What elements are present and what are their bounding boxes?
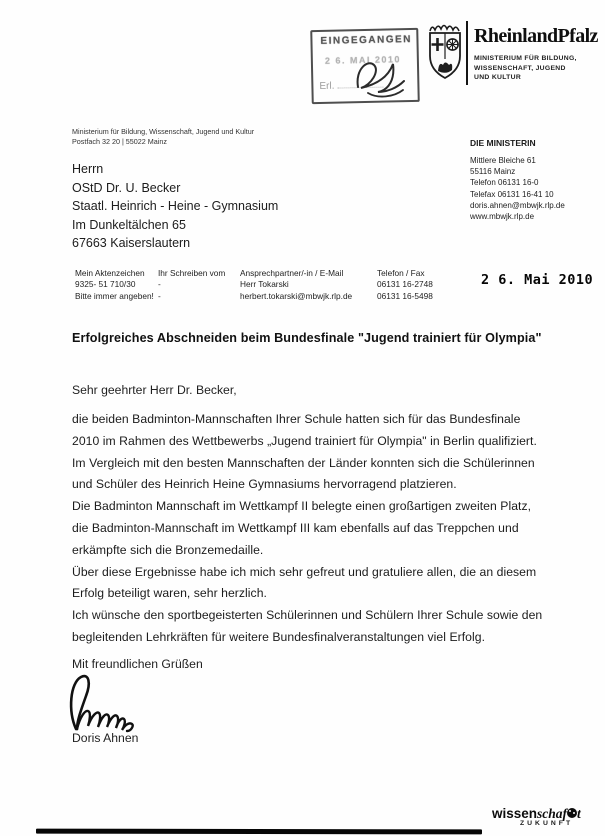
- body-line-4: und Schüler des Heinrich Heine Gymnasiums hervorragend platzieren.: [72, 477, 457, 492]
- body-line-2: 2010 im Rahmen des Wettbewerbs „Jugend trainiert für Olympia" in Berlin qualifiziert.: [72, 433, 537, 448]
- ministry-name-line2: WISSENSCHAFT, JUGEND: [474, 64, 566, 72]
- sender-return-address-line1: Ministerium für Bildung, Wissenschaft, Jugend und Kultur: [72, 127, 255, 136]
- doris-ahnen-signature-icon: [64, 671, 164, 733]
- minister-street: Mittlere Bleiche 61: [470, 156, 536, 165]
- sender-return-address: [72, 127, 254, 146]
- subject-line: Erfolgreiches Abschneiden beim Bundesfinale "Jugend trainiert für Olympia": [72, 331, 542, 345]
- ministry-name-line1: MINISTERIUM FÜR BILDUNG,: [474, 55, 577, 62]
- body-line-3: Im Vergleich mit den besten Mannschaften der Länder konnten sich die Schülerinnen: [72, 455, 535, 470]
- body-line-7: erkämpfte sich die Bronzemedaille.: [72, 542, 264, 557]
- footer-logo-bold-part: wissen: [492, 806, 538, 821]
- rheinland-pfalz-coat-of-arms-icon: [426, 22, 464, 82]
- footer-logo-italic-part: schaf: [537, 806, 568, 821]
- letter-date: 2 6. Mai 2010: [481, 272, 594, 288]
- reference-col-aktenzeichen: [75, 268, 154, 302]
- ministry-name-line3: UND KULTUR: [474, 74, 522, 81]
- body-line-1: die beiden Badminton-Mannschaften Ihrer Schule hatten sich für das Bundesfinale: [72, 412, 521, 426]
- reference-col1-label: Mein Aktenzeichen: [75, 268, 145, 278]
- reference-col4-label: Telefon / Fax: [377, 268, 425, 278]
- minister-title: DIE MINISTERIN: [470, 138, 536, 148]
- footer-logo-circle-icon: [567, 808, 577, 818]
- reference-col2-note: -: [158, 290, 161, 301]
- recipient-line1: Herrn: [72, 162, 104, 176]
- footer-logo-t-part: t: [577, 806, 581, 821]
- body-line-9: Erfolg beteiligt waren, sehr herzlich.: [72, 586, 267, 601]
- body-line-5: Die Badminton Mannschaft im Wettkampf II belegte einen großartigen zweiten Platz,: [72, 499, 532, 514]
- scan-artifact-bar: [36, 829, 482, 835]
- body-line-11: begleitenden Lehrkräften für weitere Bundesfinalveranstaltungen viel Erfolg.: [72, 629, 486, 644]
- body-line-6: die Badminton-Mannschaft im Wettkampf III kam ebenfalls auf das Treppchen und: [72, 520, 519, 535]
- reference-col1-value: 9325- 51 710/30: [75, 279, 136, 290]
- body-line-8: Über diese Ergebnisse habe ich mich sehr gefreut und gratuliere allen, die an diesem: [72, 564, 537, 579]
- received-stamp-date: 2 6. MAI 2010: [324, 54, 402, 66]
- reference-col3-value: Herr Tokarski: [240, 279, 289, 290]
- recipient-line3: Staatl. Heinrich - Heine - Gymnasium: [72, 199, 279, 213]
- signature-name: Doris Ahnen: [72, 731, 139, 745]
- minister-email: doris.ahnen@mbwjk.rlp.de: [470, 200, 565, 210]
- minister-contact-block: [470, 155, 565, 222]
- sender-return-address-line2: Postfach 32 20 | 55022 Mainz: [72, 136, 167, 146]
- reference-col2-value: -: [158, 279, 161, 290]
- salutation: Sehr geehrter Herr Dr. Becker,: [72, 383, 237, 397]
- reference-col3-label: Ansprechpartner/-in / E-Mail: [240, 268, 344, 278]
- logo-divider: [466, 21, 468, 85]
- reference-col-ansprechpartner: [240, 268, 352, 302]
- received-stamp-title: EINGEGANGEN: [320, 34, 413, 47]
- logo-wordmark: RheinlandPfalz: [474, 25, 598, 47]
- ministry-name: [474, 54, 577, 83]
- reference-col-telefon-fax: [377, 268, 433, 302]
- minister-telefax: Telefax 06131 16-41 10: [470, 189, 554, 199]
- received-stamp-erl: Erl.: [319, 79, 383, 92]
- initials-scribble-icon: [348, 55, 410, 101]
- minister-website: www.mbwjk.rlp.de: [470, 212, 535, 222]
- letter-body: [72, 409, 542, 649]
- body-line-10: Ich wünsche den sportbegeisterten Schülerinnen und Schülern Ihrer Schule sowie den: [72, 608, 543, 623]
- minister-city: 55116 Mainz: [470, 167, 516, 177]
- reference-col-schreiben-vom: [158, 268, 225, 302]
- reference-col3-note: herbert.tokarski@mbwjk.rlp.de: [240, 290, 353, 301]
- recipient-address: [72, 160, 278, 253]
- recipient-line4: Im Dunkeltälchen 65: [72, 217, 186, 232]
- reference-col4-value: 06131 16-2748: [377, 279, 433, 290]
- reference-col4-note: 06131 16-5498: [377, 290, 433, 301]
- footer-tagline: ZUKUNFT: [520, 820, 574, 827]
- reference-col1-note: Bitte immer angeben!: [75, 290, 154, 301]
- minister-telefon: Telefon 06131 16-0: [470, 178, 539, 188]
- closing-greeting: Mit freundlichen Grüßen: [72, 657, 203, 671]
- recipient-line2: OStD Dr. U. Becker: [72, 180, 181, 195]
- recipient-line5: 67663 Kaiserslautern: [72, 236, 191, 250]
- reference-col2-label: Ihr Schreiben vom: [158, 268, 226, 278]
